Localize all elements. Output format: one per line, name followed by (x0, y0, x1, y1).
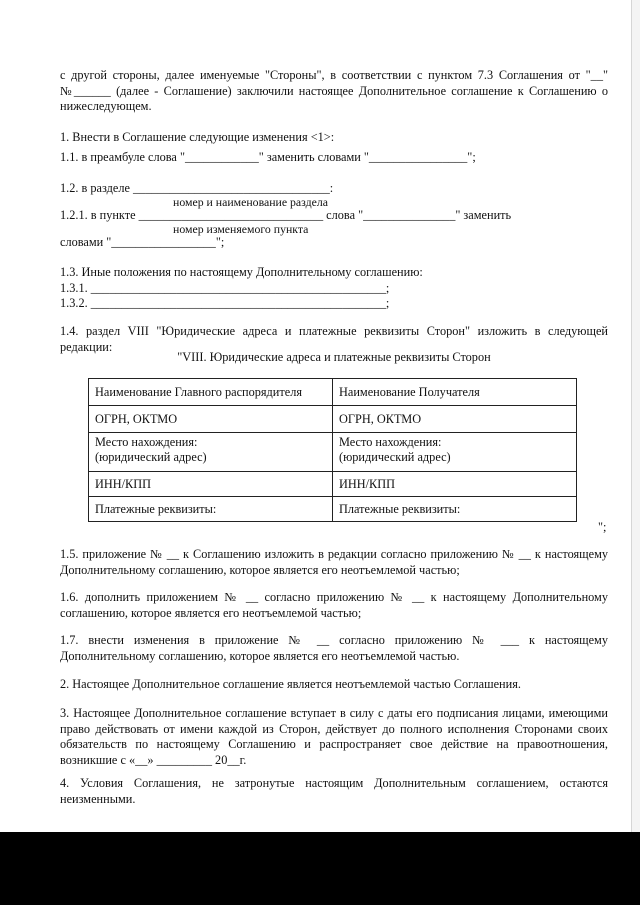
table-cell-recipient-inn: ИНН/КПП (333, 472, 577, 497)
item-2: 2. Настоящее Дополнительное соглашение является неотъемлемой частью Соглашения. (60, 677, 521, 691)
item-1-6: 1.6. дополнить приложением № __ согласно приложению № __ к настоящему Дополнительному соглашению, которое является его неотъемлемой частью; (60, 590, 608, 620)
item-1-2: 1.2. в разделе ________________________________: (60, 181, 334, 195)
item-3: 3. Настоящее Дополнительное соглашение вступает в силу с даты его подписания лицами, имеющими право действовать от имени каждой из Сторон, действует до полного исполнения Сторонами своих обязательств по настоящему Соглашению и распространяет свое действие на правоотношения, возникшие с «__» _________ 20__г. (60, 706, 608, 767)
item-1-2-1-line1: 1.2.1. в пункте ______________________________ слова "_______________" заменить (60, 208, 512, 222)
table-row (89, 472, 577, 497)
table-row (89, 379, 577, 406)
item-1-7: 1.7. внести изменения в приложение № __ согласно приложению № ___ к настоящему Дополнительному соглашению, которое является его неотъемлемой частью. (60, 633, 608, 663)
table-row (89, 433, 577, 472)
intro-paragraph: с другой стороны, далее именуемые "Стороны", в соответствии с пунктом 7.3 Соглашения от "__" №______ (далее - Соглашение) заключили настоящее Дополнительное соглашение к Соглашению о нижеследующем. (60, 68, 608, 113)
requisites-table (88, 378, 577, 522)
item-1: 1. Внести в Соглашение следующие изменения <1>: (60, 130, 335, 144)
item-4: 4. Условия Соглашения, не затронутые настоящим Дополнительным соглашением, остаются неизменными. (60, 776, 608, 806)
item-1-4: 1.4. раздел VIII "Юридические адреса и платежные реквизиты Сторон" изложить в следующей редакции: (60, 324, 608, 354)
item-1-3-1: 1.3.1. ________________________________________________; (60, 281, 390, 295)
item-1-5: 1.5. приложение № __ к Соглашению изложить в редакции согласно приложению № __ к настоящему Дополнительному соглашению, которое является его неотъемлемой частью; (60, 547, 608, 577)
item-1-3: 1.3. Иные положения по настоящему Дополнительному соглашению: (60, 265, 423, 279)
table-cell-recipient-address: Место нахождения: (юридический адрес) (333, 433, 577, 472)
table-cell-chief-ogrn: ОГРН, ОКТМО (89, 406, 333, 433)
scan-bottom-band (0, 832, 640, 905)
table-cell-chief-inn: ИНН/КПП (89, 472, 333, 497)
table-cell-recipient-ogrn: ОГРН, ОКТМО (333, 406, 577, 433)
table-cell-recipient-payment: Платежные реквизиты: (333, 497, 577, 522)
table-row (89, 497, 577, 522)
table-cell-recipient-name: Наименование Получателя (333, 379, 577, 406)
item-1-1: 1.1. в преамбуле слова "____________" заменить словами "________________"; (60, 150, 476, 164)
table-row (89, 406, 577, 433)
table-closing-quote: "; (598, 520, 607, 534)
scan-edge (631, 0, 640, 832)
section-title: "VIII. Юридические адреса и платежные реквизиты Сторон (177, 350, 491, 364)
table-cell-chief-address: Место нахождения: (юридический адрес) (89, 433, 333, 472)
item-1-3-2: 1.3.2. ________________________________________________; (60, 296, 390, 310)
item-1-2-1-caption: номер изменяемого пункта (173, 222, 309, 236)
table-cell-chief-name: Наименование Главного распорядителя (89, 379, 333, 406)
table-cell-chief-payment: Платежные реквизиты: (89, 497, 333, 522)
item-1-2-caption: номер и наименование раздела (173, 195, 328, 209)
item-1-2-1-line2: словами "_________________"; (60, 235, 225, 249)
